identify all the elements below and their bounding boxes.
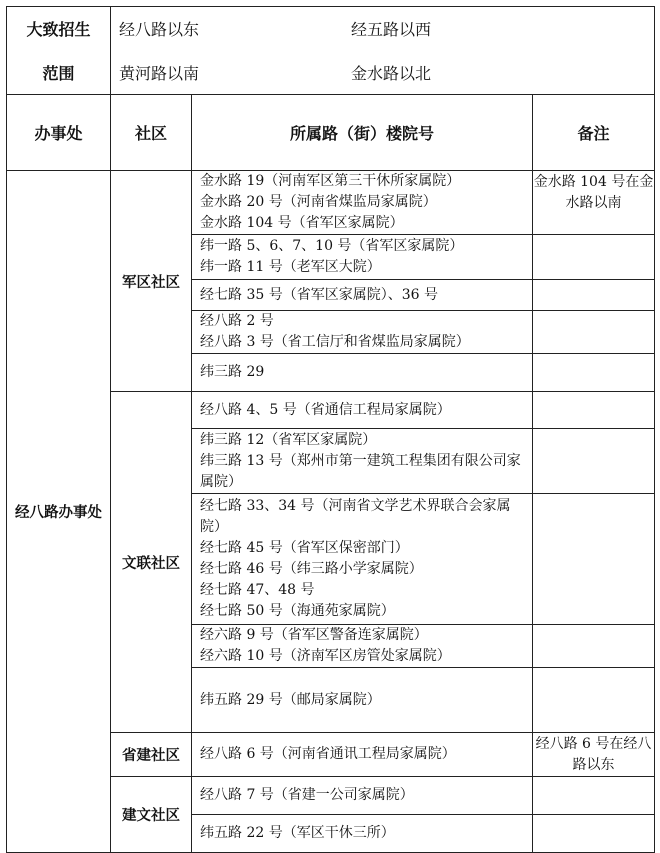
range-empty-2 [533,51,655,95]
community-name: 省建社区 [111,733,192,777]
note-cell [533,280,655,311]
community-name: 文联社区 [111,392,192,733]
header-address: 所属路（街）楼院号 [192,95,533,171]
note-cell: 经八路 6 号在经八路以东 [533,733,655,777]
address-cell [192,815,533,853]
note-cell: 金水路 104 号在金水路以南 [533,171,655,235]
table-row [7,171,655,235]
range-row-1 [7,7,655,51]
address-line: 经八路 7 号（省建一公司家属院） [200,787,414,803]
range-bound-east: 经五路以西 [351,20,432,40]
address-line: 纬一路 11 号（老军区大院） [200,259,381,275]
community-name: 建文社区 [111,777,192,853]
address-line: 纬三路 12（省军区家属院） [200,431,377,448]
note-cell [533,392,655,429]
address-line: 经八路 4、5 号（省通信工程局家属院） [200,401,451,418]
address-line: 经七路 50 号（海通苑家属院） [200,603,395,619]
address-cell [192,625,533,668]
address-cell [192,235,533,280]
address-cell [192,429,533,494]
note-cell [533,494,655,625]
enrollment-table [6,6,655,853]
range-bound-north: 黄河路以南 [119,63,200,83]
address-cell [192,392,533,429]
address-line: 纬一路 5、6、7、10 号（省军区家属院） [200,238,464,254]
header-office: 办事处 [7,95,111,171]
address-line: 经八路 2 号 [200,313,274,329]
range-bound-cell [111,7,533,51]
note-cell [533,777,655,815]
address-cell [192,354,533,392]
range-bound-west: 经八路以东 [119,20,200,40]
range-bound-south: 金水路以北 [351,63,432,83]
address-line: 经六路 10 号（济南军区房管处家属院） [200,648,451,664]
range-empty-1 [533,7,655,51]
office-name: 经八路办事处 [7,171,111,853]
address-line: 纬五路 29 号（邮局家属院） [200,691,381,708]
address-cell [192,668,533,733]
note-cell [533,311,655,354]
address-line: 经七路 45 号（省军区保密部门） [200,540,409,556]
address-line: 金水路 20 号（河南省煤监局家属院） [200,194,437,210]
range-label-2: 范围 [7,51,111,95]
range-bound-cell-2 [111,51,533,95]
header-row [7,95,655,171]
address-cell [192,733,533,777]
address-line: 经六路 9 号（省军区警备连家属院） [200,627,428,643]
note-cell [533,429,655,494]
note-cell [533,235,655,280]
address-line: 经七路 46 号（纬三路小学家属院） [200,561,423,577]
address-line: 经八路 3 号（省工信厅和省煤监局家属院） [200,334,470,350]
address-cell [192,311,533,354]
range-label-1: 大致招生 [7,7,111,51]
community-name: 军区社区 [111,171,192,392]
note-cell [533,625,655,668]
address-line: 纬三路 13 号（郑州市第一建筑工程集团有限公司家属院） [200,452,521,490]
range-row-2 [7,51,655,95]
address-line: 经七路 47、48 号 [200,582,315,598]
note-cell [533,815,655,853]
note-cell [533,668,655,733]
address-cell [192,171,533,235]
header-note: 备注 [533,95,655,171]
address-cell [192,494,533,625]
address-line: 经七路 33、34 号（河南省文学艺术界联合会家属院） [200,498,511,535]
address-cell [192,777,533,815]
address-line: 金水路 19（河南军区第三干休所家属院） [200,173,461,189]
address-line: 经七路 35 号（省军区家属院）、36 号 [200,286,438,303]
address-line: 经八路 6 号（河南省通讯工程局家属院） [200,746,456,762]
address-line: 纬三路 29 [200,364,265,380]
address-line: 金水路 104 号（省军区家属院） [200,215,404,231]
address-line: 纬五路 22 号（军区干休三所） [200,825,395,841]
note-cell [533,354,655,392]
header-community: 社区 [111,95,192,171]
address-cell [192,280,533,311]
